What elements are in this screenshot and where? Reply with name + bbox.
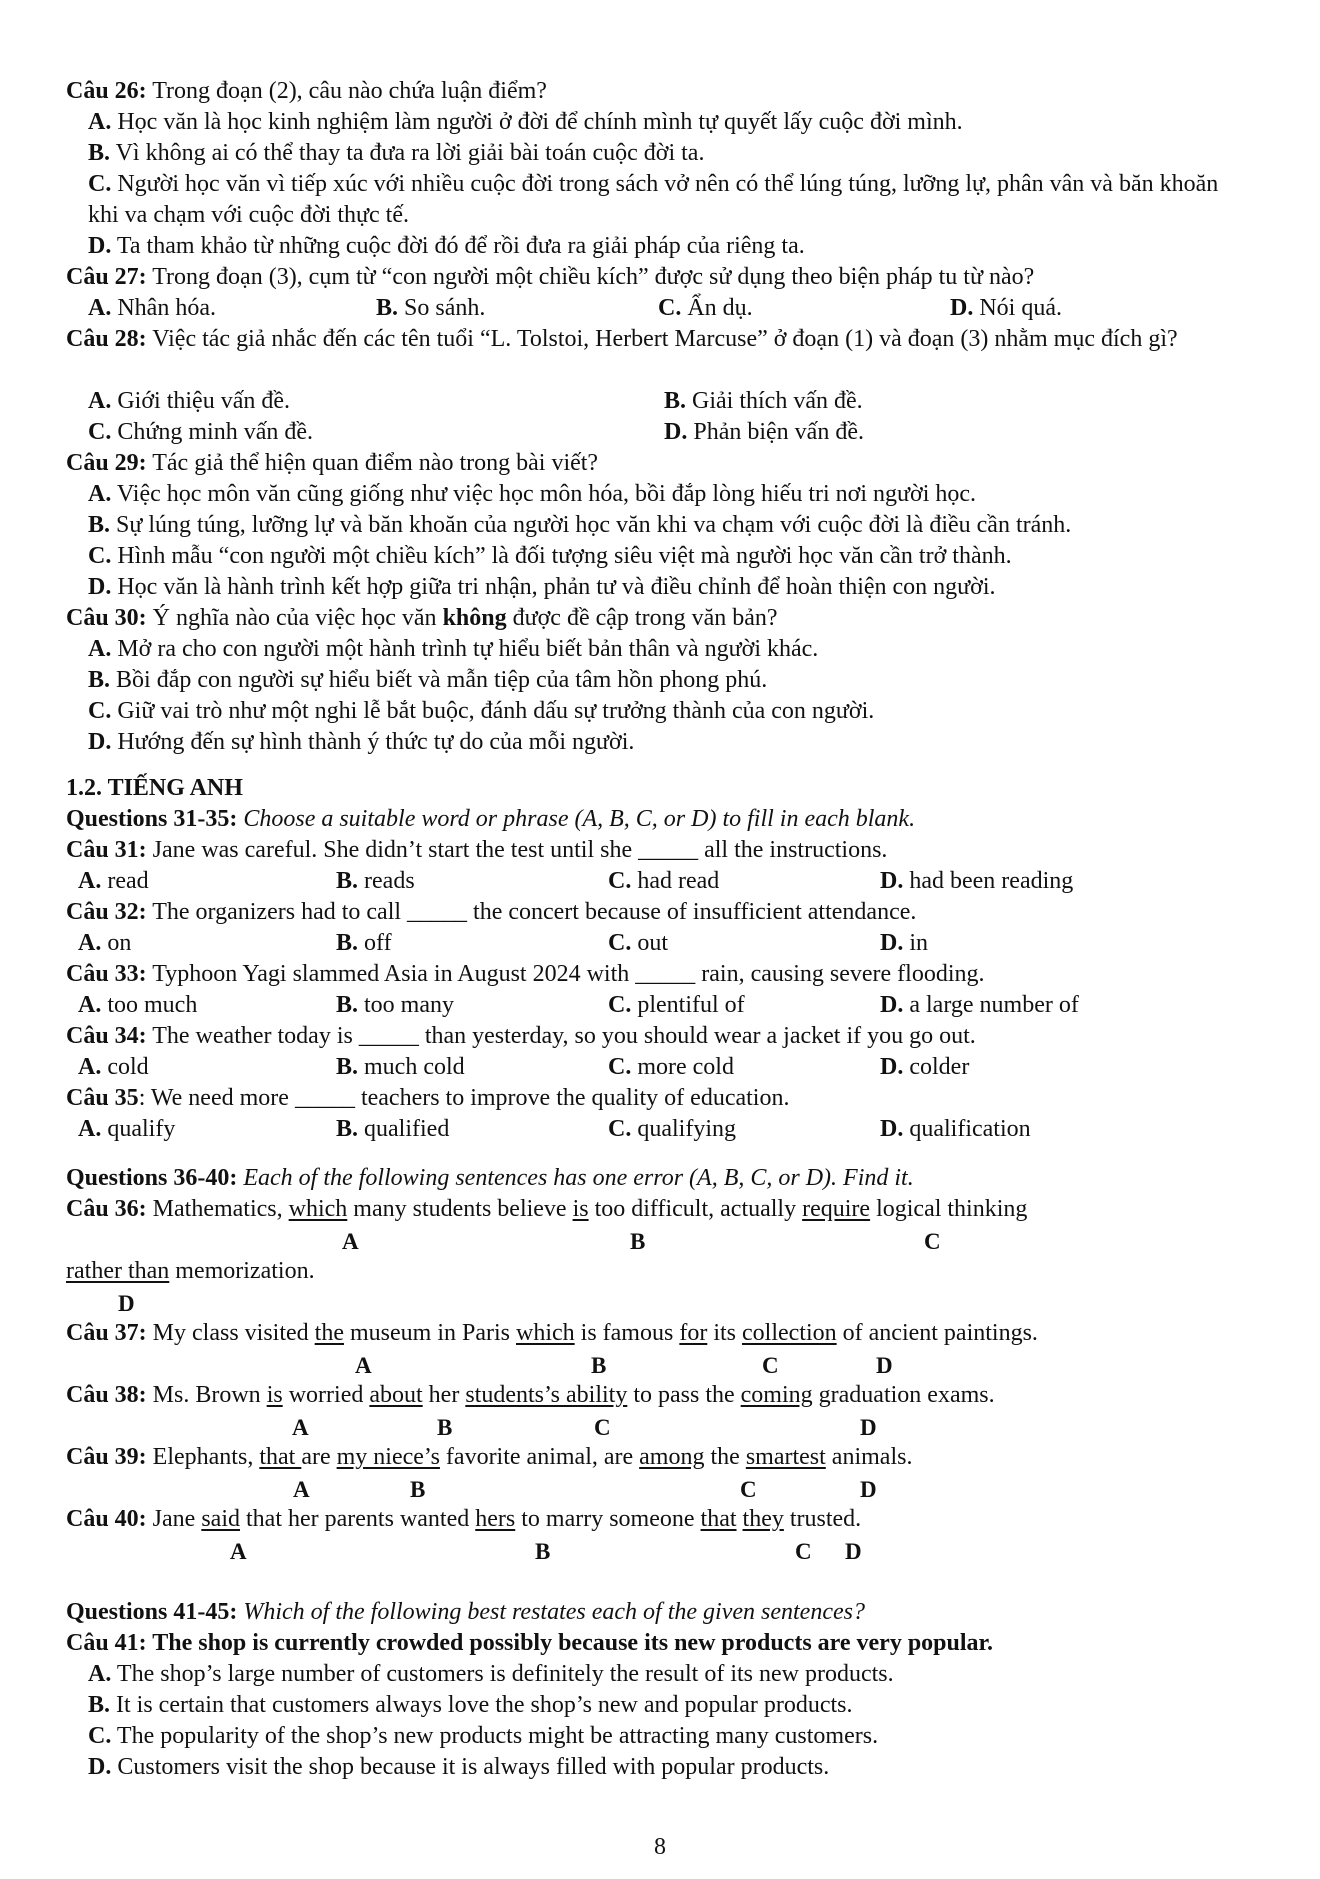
mark-c: C [924, 1229, 941, 1254]
option-29-b: B. Sự lúng túng, lưỡng lự và băn khoăn của người học văn khi va chạm với cuộc đời là điều cần tránh. [88, 512, 1072, 538]
question-35: Câu 35: We need more _____ teachers to improve the quality of education. [66, 1085, 790, 1111]
option-30-d: D. Hướng đến sự hình thành ý thức tự do của mỗi người. [88, 729, 635, 755]
page-number: 8 [654, 1834, 666, 1860]
option-text: Người học văn vì tiếp xúc với nhiều cuộc đời trong sách vở nên có thể lúng túng, lưỡng lự, phân vân và băn khoăn khi va chạm với cuộc đời thực tế. [88, 171, 1219, 228]
options-31 [78, 866, 1218, 897]
option-text: Học văn là học kinh nghiệm làm người ở đời để chính mình tự quyết lấy cuộc đời mình. [111, 109, 963, 135]
mark-b: B [410, 1477, 426, 1502]
question-30 [66, 603, 1220, 634]
question-37: Câu 37: My class visited the museum in Paris which is famous for its collection of ancient paintings. [66, 1320, 1038, 1346]
option-28-d: D. Phản biện vấn đề. [664, 419, 864, 445]
underlined-d: collection [742, 1320, 837, 1346]
underlined-a: is [266, 1382, 283, 1408]
mark-b: B [535, 1539, 551, 1564]
question-label: Câu 30: [66, 605, 147, 631]
options-34 [78, 1052, 1218, 1083]
option-32-c: C. out [608, 930, 669, 956]
option-32-a: A. on [78, 930, 132, 956]
underlined-d: smartest [745, 1444, 826, 1470]
option-35-c: C. qualifying [608, 1116, 736, 1142]
underlined-a: the [314, 1320, 344, 1346]
mark-d: D [876, 1353, 893, 1378]
underlined-b: which [516, 1320, 575, 1346]
option-32-d: D. in [880, 930, 929, 956]
question-26 [66, 76, 1220, 107]
question-29 [66, 448, 1220, 479]
question-34: Câu 34: The weather today is _____ than yesterday, so you should wear a jacket if you go out. [66, 1023, 976, 1049]
question-text: Tác giả thể hiện quan điểm nào trong bài viết? [146, 450, 599, 476]
options-32 [78, 928, 1218, 959]
question-text: Việc tác giả nhắc đến các tên tuổi “L. Tolstoi, Herbert Marcuse” ở đoạn (1) và đoạn (3) nhằm mục đích gì? [146, 326, 1178, 352]
underlined-a: which [288, 1196, 348, 1222]
blank: _____ [407, 899, 468, 925]
options-27 [88, 293, 1228, 324]
underlined-d: they [742, 1506, 784, 1532]
mark-c: C [795, 1539, 812, 1564]
option-35-b: B. qualified [336, 1116, 450, 1142]
question-33: Câu 33: Typhoon Yagi slammed Asia in August 2024 with _____ rain, causing severe flooding. [66, 961, 985, 987]
option-41-b: B. It is certain that customers always love the shop’s new and popular products. [88, 1692, 853, 1718]
question-label: Câu 26: [66, 78, 147, 104]
option-26-c [88, 169, 1242, 231]
question-39: Câu 39: Elephants, that are my niece’s favorite animal, are among the smartest animals. [66, 1444, 913, 1470]
question-31: Câu 31: Jane was careful. She didn’t start the test until she _____ all the instructions. [66, 837, 888, 863]
option-26-b [88, 138, 1220, 169]
option-27-d: D. Nói quá. [950, 295, 1062, 321]
option-key: B. [88, 140, 111, 166]
option-33-c: C. plentiful of [608, 992, 745, 1018]
option-34-d: D. colder [880, 1054, 970, 1080]
blank: _____ [358, 1023, 419, 1049]
question-38: Câu 38: Ms. Brown is worried about her students’s ability to pass the coming graduation exams. [66, 1382, 995, 1408]
underlined-b: is [572, 1196, 589, 1222]
mark-d: D [860, 1477, 877, 1502]
option-31-d: D. had been reading [880, 868, 1074, 894]
underlined-b: about [369, 1382, 423, 1408]
group-instruction-31-35: Questions 31-35: Choose a suitable word or phrase (A, B, C, or D) to fill in each blank. [66, 806, 916, 832]
option-34-a: A. cold [78, 1054, 149, 1080]
option-key: D. [88, 233, 112, 259]
options-35 [78, 1114, 1218, 1145]
underlined-a: said [201, 1506, 240, 1532]
question-32: Câu 32: The organizers had to call _____ the concert because of insufficient attendance. [66, 899, 917, 925]
question-28 [66, 324, 1242, 355]
question-40: Câu 40: Jane said that her parents wanted hers to marry someone that they trusted. [66, 1506, 862, 1532]
option-28-a: A. Giới thiệu vấn đề. [88, 388, 290, 414]
mark-a: A [355, 1353, 372, 1378]
option-30-b: B. Bồi đắp con người sự hiểu biết và mẫn tiệp của tâm hồn phong phú. [88, 667, 768, 693]
option-28-b: B. Giải thích vấn đề. [664, 388, 863, 414]
mark-b: B [630, 1229, 646, 1254]
option-35-a: A. qualify [78, 1116, 176, 1142]
option-key: A. [88, 109, 112, 135]
options-33 [78, 990, 1218, 1021]
underlined-a: that [259, 1444, 302, 1470]
option-key: C. [88, 171, 112, 197]
option-29-c: C. Hình mẫu “con người một chiều kích” là đối tượng siêu việt mà người học văn cần trở thành. [88, 543, 1012, 569]
options-28-row2 [88, 417, 1228, 448]
option-31-c: C. had read [608, 868, 720, 894]
option-29-d: D. Học văn là hành trình kết hợp giữa tri nhận, phản tư và điều chỉnh để hoàn thiện con người. [88, 574, 996, 600]
option-41-c: C. The popularity of the shop’s new products might be attracting many customers. [88, 1723, 879, 1749]
option-34-b: B. much cold [336, 1054, 465, 1080]
option-26-a [88, 107, 1220, 138]
option-text: Ta tham khảo từ những cuộc đời đó để rồi đưa ra giải pháp của riêng ta. [111, 233, 805, 259]
mark-d: D [845, 1539, 862, 1564]
option-31-b: B. reads [336, 868, 415, 894]
question-27 [66, 262, 1220, 293]
blank: _____ [294, 1085, 355, 1111]
option-30-c: C. Giữ vai trò như một nghi lễ bắt buộc, đánh dấu sự trưởng thành của con người. [88, 698, 875, 724]
underlined-b: hers [475, 1506, 516, 1532]
mark-a: A [293, 1477, 310, 1502]
underlined-b: my niece’s [336, 1444, 440, 1470]
option-31-a: A. read [78, 868, 149, 894]
mark-a: A [292, 1415, 309, 1440]
option-41-a: A. The shop’s large number of customers is definitely the result of its new products. [88, 1661, 894, 1687]
underlined-c: students’s ability [465, 1382, 628, 1408]
group-instruction-36-40: Questions 36-40: Each of the following sentences has one error (A, B, C, or D). Find it. [66, 1165, 914, 1191]
option-26-d [88, 231, 1220, 262]
section-title: 1.2. TIẾNG ANH [66, 775, 243, 801]
question-label: Câu 28: [66, 326, 147, 352]
mark-c: C [762, 1353, 779, 1378]
mark-b: B [437, 1415, 453, 1440]
mark-a: A [230, 1539, 247, 1564]
underlined-d: rather than [66, 1258, 170, 1284]
mark-a: A [342, 1229, 359, 1254]
option-35-d: D. qualification [880, 1116, 1031, 1142]
question-text: Ý nghĩa nào của việc học văn [146, 605, 443, 631]
mark-c: C [740, 1477, 757, 1502]
option-27-c: C. Ẩn dụ. [658, 295, 753, 321]
option-34-c: C. more cold [608, 1054, 734, 1080]
question-41: Câu 41: The shop is currently crowded possibly because its new products are very popular. [66, 1630, 993, 1656]
option-33-b: B. too many [336, 992, 455, 1018]
mark-b: B [591, 1353, 607, 1378]
underlined-c: for [679, 1320, 708, 1346]
option-33-a: A. too much [78, 992, 198, 1018]
option-28-c: C. Chứng minh vấn đề. [88, 419, 313, 445]
mark-d: D [860, 1415, 877, 1440]
underlined-c: among [639, 1444, 705, 1470]
option-27-a: A. Nhân hóa. [88, 295, 216, 321]
option-32-b: B. off [336, 930, 392, 956]
question-label: Câu 29: [66, 450, 147, 476]
question-text: được đề cập trong văn bản? [506, 605, 778, 631]
underlined-d: coming [740, 1382, 813, 1408]
question-36: Câu 36: Mathematics, which many students believe is too difficult, actually require logical thinking [66, 1196, 1028, 1222]
underlined-c: require [802, 1196, 871, 1222]
option-30-a: A. Mở ra cho con người một hành trình tự hiểu biết bản thân và người khác. [88, 636, 819, 662]
question-36-line2: rather than memorization. [66, 1258, 315, 1284]
question-label: Câu 27: [66, 264, 147, 290]
options-28-row1 [88, 386, 1228, 417]
blank: _____ [635, 961, 696, 987]
question-text: Trong đoạn (3), cụm từ “con người một chiều kích” được sử dụng theo biện pháp tu từ nào? [146, 264, 1035, 290]
option-29-a: A. Việc học môn văn cũng giống như việc học môn hóa, bồi đắp lòng hiếu tri nơi người học. [88, 481, 977, 507]
option-27-b: B. So sánh. [376, 295, 486, 321]
mark-c: C [594, 1415, 611, 1440]
option-text: Vì không ai có thể thay ta đưa ra lời giải bài toán cuộc đời ta. [110, 140, 705, 166]
question-text: Trong đoạn (2), câu nào chứa luận điểm? [146, 78, 547, 104]
blank: _____ [638, 837, 699, 863]
option-33-d: D. a large number of [880, 992, 1079, 1018]
underlined-c: that [700, 1506, 737, 1532]
option-41-d: D. Customers visit the shop because it is always filled with popular products. [88, 1754, 830, 1780]
mark-d: D [118, 1291, 135, 1316]
emphasis: không [442, 605, 507, 631]
group-instruction-41-45: Questions 41-45: Which of the following best restates each of the given sentences? [66, 1599, 865, 1625]
